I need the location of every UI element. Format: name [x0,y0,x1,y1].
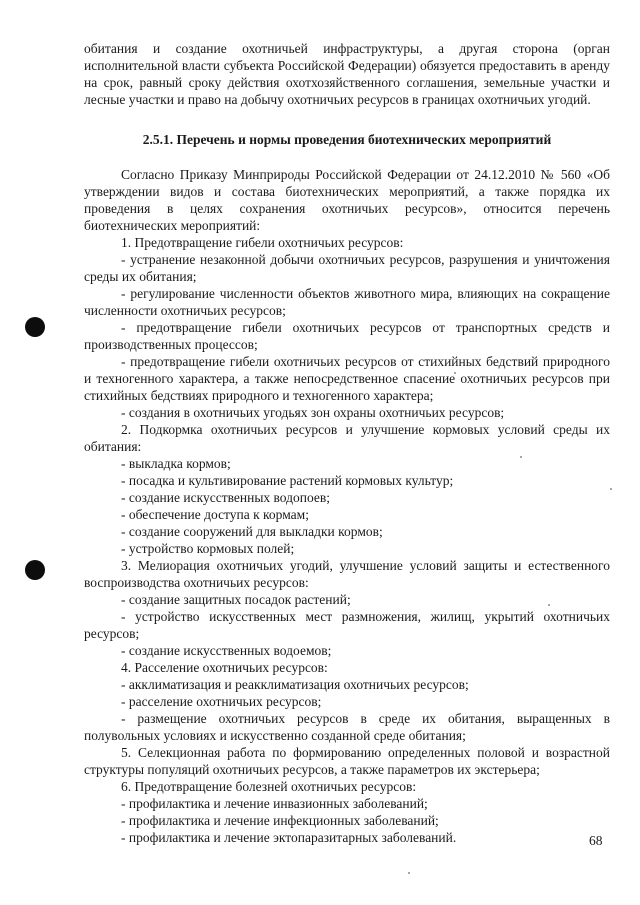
list-item: 1. Предотвращение гибели охотничьих ресурсов: [121,235,404,250]
scan-speck [408,872,410,874]
list-item: - создания в охотничьих угодьях зон охраны охотничьих ресурсов; [121,405,505,420]
list-item: - устранение незаконной добычи охотничьих ресурсов, разрушения и уничтожения среды их обитания; [84,252,610,284]
document-page [84,40,610,846]
list-item: - профилактика и лечение инфекционных заболеваний; [121,813,439,828]
list-item: - акклиматизация и реакклиматизация охотничьих ресурсов; [121,677,469,692]
punch-hole-bottom [25,560,45,580]
list-item: 3. Мелиорация охотничьих угодий, улучшение условий защиты и естественного воспроизводства охотничьих ресурсов: [84,558,610,590]
list-item: - посадка и культивирование растений кормовых культур; [121,473,454,488]
list-item: - размещение охотничьих ресурсов в среде их обитания, выращенных в полувольных условиях и искусственно созданной среде обитания; [84,711,610,743]
list-item: - расселение охотничьих ресурсов; [121,694,322,709]
list-item: - регулирование численности объектов животного мира, влияющих на сокращение численности охотничьих ресурсов; [84,286,610,318]
list-item: - профилактика и лечение эктопаразитарных заболеваний. [121,830,457,845]
list-item: - профилактика и лечение инвазионных заболеваний; [121,796,428,811]
list-item: 5. Селекционная работа по формированию определенных половой и возрастной структуры популяций охотничьих ресурсов, а также параметров их экстерьера; [84,745,610,777]
list-item: - устройство кормовых полей; [121,541,295,556]
scan-speck [610,488,612,490]
intro-paragraph: обитания и создание охотничьей инфраструктуры, а другая сторона (орган исполнительной власти субъекта Российской Федерации) обязуется предоставить в аренду на срок, равный сроку действия охотхозяйственного соглашения, земельные участки и лесные участки и право на добычу охотничьих ресурсов в границах охотничьих угодий. [84,41,610,107]
list-item: - создание искусственных водоемов; [121,643,332,658]
list-item: - предотвращение гибели охотничьих ресурсов от транспортных средств и производственных процессов; [84,320,610,352]
list-item: - выкладка кормов; [121,456,231,471]
list-item: - создание искусственных водопоев; [121,490,331,505]
list-item: 4. Расселение охотничьих ресурсов: [121,660,328,675]
lead-paragraph: Согласно Приказу Минприроды Российской Федерации от 24.12.2010 № 560 «Об утверждении видов и состава биотехнических мероприятий, а также порядка их проведения в целях сохранения охотничьих ресурсов», относится перечень биотехнических мероприятий: [84,167,610,233]
punch-hole-top [25,317,45,337]
list-item: - предотвращение гибели охотничьих ресурсов от стихийных бедствий природного и техногенного характера, а также непосредственное спасение охотничьих ресурсов при стихийных бедствиях природного и техногенного характера; [84,354,610,403]
section-title: 2.5.1. Перечень и нормы проведения биотехнических мероприятий [142,132,552,147]
list-item: - обеспечение доступа к кормам; [121,507,309,522]
list-item: - создание сооружений для выкладки кормов; [121,524,383,539]
page-number: 68 [589,833,603,848]
list-item: 2. Подкормка охотничьих ресурсов и улучшение кормовых условий среды их обитания: [84,422,610,454]
list-item: - создание защитных посадок растений; [121,592,351,607]
list-item: - устройство искусственных мест размножения, жилищ, укрытий охотничьих ресурсов; [84,609,610,641]
list-item: 6. Предотвращение болезней охотничьих ресурсов: [121,779,417,794]
